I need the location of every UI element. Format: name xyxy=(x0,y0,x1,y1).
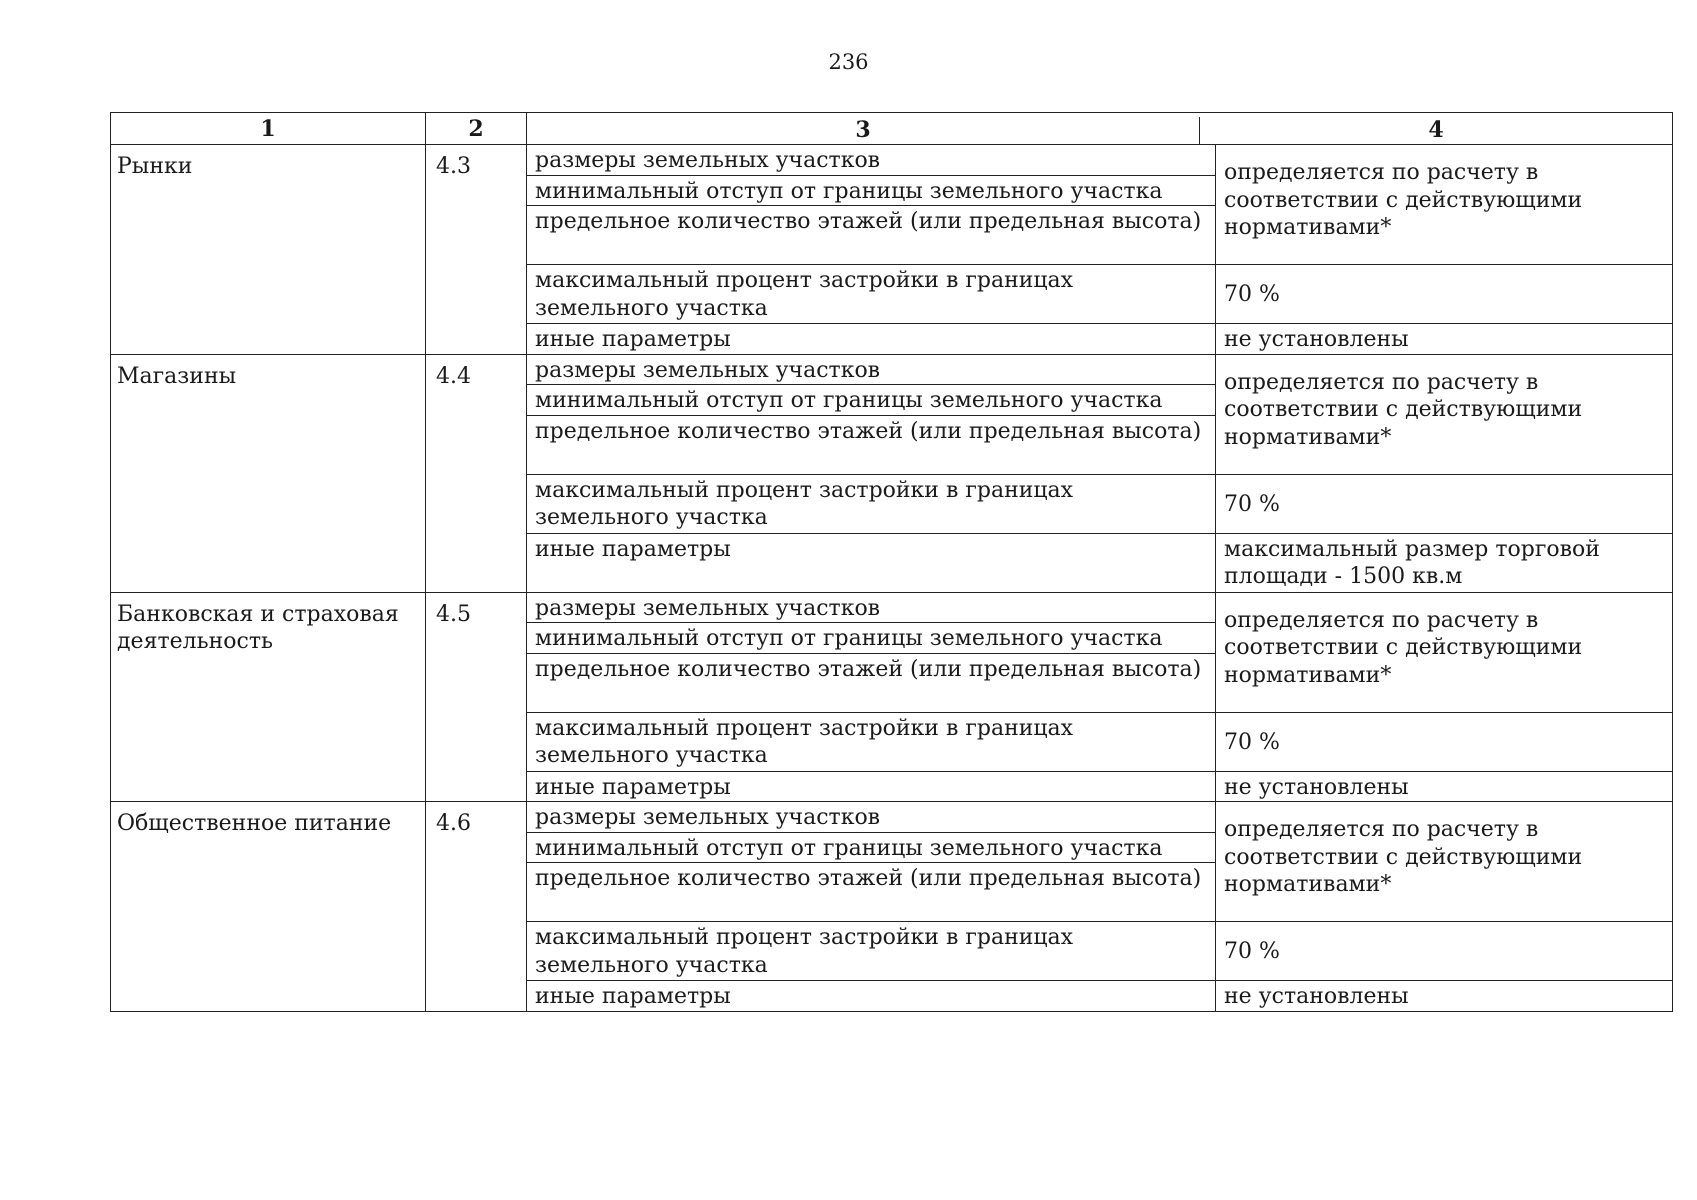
param-other: иные параметры xyxy=(527,324,1216,354)
param-value-percent: 70 % xyxy=(1216,922,1673,981)
param-max-coverage: максимальный процент застройки в границах земельного участка xyxy=(527,265,1216,324)
param-max-coverage: максимальный процент застройки в границах земельного участка xyxy=(527,712,1216,771)
parameters-subtable xyxy=(527,802,1672,1011)
use-type-code: 4.6 xyxy=(426,802,527,1012)
param-min-setback: минимальный отступ от границы земельного участка xyxy=(527,623,1216,654)
param-max-floors: предельное количество этажей (или предельная высота) xyxy=(527,653,1216,712)
param-other: иные параметры xyxy=(527,771,1216,801)
param-value-other: не установлены xyxy=(1216,771,1673,801)
parameters-cell xyxy=(527,145,1673,355)
param-min-setback: минимальный отступ от границы земельного участка xyxy=(527,832,1216,863)
param-value-norm: определяется по расчету в соответствии с действующими нормативами* xyxy=(1216,593,1673,713)
table-row xyxy=(111,145,1673,355)
param-other: иные параметры xyxy=(527,981,1216,1011)
use-type-code: 4.4 xyxy=(426,354,527,592)
param-value-percent: 70 % xyxy=(1216,474,1673,533)
param-min-setback: минимальный отступ от границы земельного участка xyxy=(527,385,1216,416)
header-row xyxy=(111,113,1673,145)
header-col-2: 2 xyxy=(426,113,527,145)
parameters-subtable xyxy=(527,593,1672,802)
param-plot-size: размеры земельных участков xyxy=(527,802,1216,832)
param-max-coverage: максимальный процент застройки в границах земельного участка xyxy=(527,474,1216,533)
param-max-floors: предельное количество этажей (или предельная высота) xyxy=(527,415,1216,474)
param-value-other: не установлены xyxy=(1216,324,1673,354)
parameters-subtable xyxy=(527,355,1672,592)
parameters-cell xyxy=(527,354,1673,592)
param-plot-size: размеры земельных участков xyxy=(527,355,1216,385)
parameters-cell xyxy=(527,592,1673,802)
param-max-floors: предельное количество этажей (или предельная высота) xyxy=(527,863,1216,922)
use-type-code: 4.3 xyxy=(426,145,527,355)
param-max-floors: предельное количество этажей (или предельная высота) xyxy=(527,206,1216,265)
parameters-subtable xyxy=(527,145,1672,354)
page-number: 236 xyxy=(828,50,869,74)
param-min-setback: минимальный отступ от границы земельного участка xyxy=(527,175,1216,206)
use-type-name: Рынки xyxy=(111,145,426,355)
param-plot-size: размеры земельных участков xyxy=(527,593,1216,623)
use-type-code: 4.5 xyxy=(426,592,527,802)
zoning-parameters-table xyxy=(110,112,1673,1012)
param-value-other: не установлены xyxy=(1216,981,1673,1011)
param-value-percent: 70 % xyxy=(1216,265,1673,324)
param-max-coverage: максимальный процент застройки в границах земельного участка xyxy=(527,922,1216,981)
param-plot-size: размеры земельных участков xyxy=(527,145,1216,175)
table-row xyxy=(111,592,1673,802)
param-value-norm: определяется по расчету в соответствии с действующими нормативами* xyxy=(1216,355,1673,475)
header-col-4: 4 xyxy=(1200,117,1673,145)
use-type-name: Магазины xyxy=(111,354,426,592)
table-row xyxy=(111,354,1673,592)
param-value-norm: определяется по расчету в соответствии с действующими нормативами* xyxy=(1216,802,1673,922)
header-col-1: 1 xyxy=(111,113,426,145)
header-col-3-4 xyxy=(527,113,1673,145)
param-value-percent: 70 % xyxy=(1216,712,1673,771)
use-type-name: Общественное питание xyxy=(111,802,426,1012)
use-type-name: Банковская и страховая деятельность xyxy=(111,592,426,802)
parameters-cell xyxy=(527,802,1673,1012)
param-value-other: максимальный размер торговой площади - 1500 кв.м xyxy=(1216,533,1673,592)
header-col-3: 3 xyxy=(527,117,1200,145)
param-other: иные параметры xyxy=(527,533,1216,592)
table-row xyxy=(111,802,1673,1012)
param-value-norm: определяется по расчету в соответствии с действующими нормативами* xyxy=(1216,145,1673,265)
